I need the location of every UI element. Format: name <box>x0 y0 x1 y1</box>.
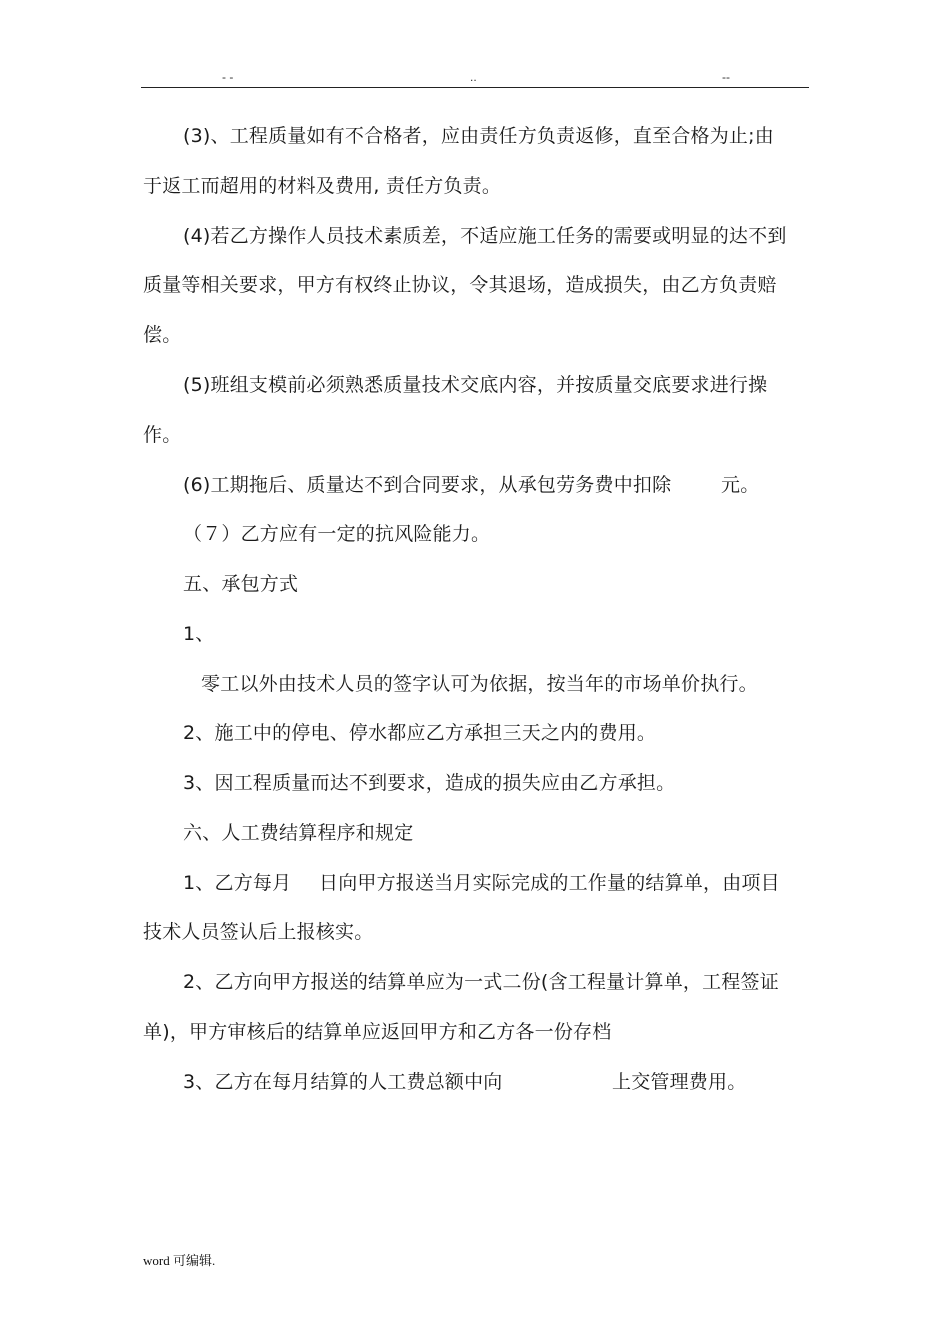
section-6-heading: 六、人工费结算程序和规定 <box>183 822 414 844</box>
clause-4-line-2: 质量等相关要求，甲方有权终止协议，令其退场，造成损失，由乙方负责赔 <box>143 274 777 296</box>
section-5-item-1-text: 零工以外由技术人员的签字认可为依据，按当年的市场单价执行。 <box>201 673 758 695</box>
section-6-item-2-line-1: 2、乙方向甲方报送的结算单应为一式二份(含工程量计算单，工程签证 <box>183 971 779 993</box>
clause-3-line-2: 于返工而超用的材料及费用, 责任方负责。 <box>143 175 502 197</box>
page-footer: word 可编辑. <box>143 1253 216 1268</box>
clause-4-line-3: 偿。 <box>143 324 182 346</box>
section-5-item-1-number: 1、 <box>183 623 215 645</box>
section-5-item-2: 2、施工中的停电、停水都应乙方承担三天之内的费用。 <box>183 722 657 744</box>
section-6-item-1-start: 1、乙方每月 <box>183 872 292 894</box>
section-6-item-3-end: 上交管理费用。 <box>612 1071 747 1093</box>
clause-5-line-2: 作。 <box>143 424 182 446</box>
header-right-mark: -- <box>722 70 730 84</box>
clause-6-text: (6)工期拖后、质量达不到合同要求，从承包劳务费中扣除 <box>183 474 672 496</box>
clause-3-line-1: (3)、工程质量如有不合格者，应由责任方负责返修，直至合格为止;由 <box>183 125 774 147</box>
clause-7: （７）乙方应有一定的抗风险能力。 <box>183 523 491 545</box>
header-center-mark: .. <box>470 70 477 84</box>
section-6-item-1-line-2: 技术人员签认后上报核实。 <box>143 921 374 943</box>
section-6-item-2-line-2: 单)，甲方审核后的结算单应返回甲方和乙方各一份存档 <box>143 1021 612 1043</box>
clause-6-unit: 元。 <box>721 474 760 496</box>
clause-4-line-1: (4)若乙方操作人员技术素质差，不适应施工任务的需要或明显的达不到 <box>183 225 787 247</box>
clause-5-line-1: (5)班组支模前必须熟悉质量技术交底内容，并按质量交底要求进行操 <box>183 374 768 396</box>
section-5-heading: 五、承包方式 <box>183 573 299 595</box>
section-6-item-3-start: 3、乙方在每月结算的人工费总额中向 <box>183 1071 503 1093</box>
section-6-item-1-cont: 日向甲方报送当月实际完成的工作量的结算单，由项目 <box>319 872 780 894</box>
header-rule <box>141 87 809 88</box>
header-left-mark: - - <box>222 70 234 84</box>
section-5-item-3: 3、因工程质量而达不到要求，造成的损失应由乙方承担。 <box>183 772 676 794</box>
